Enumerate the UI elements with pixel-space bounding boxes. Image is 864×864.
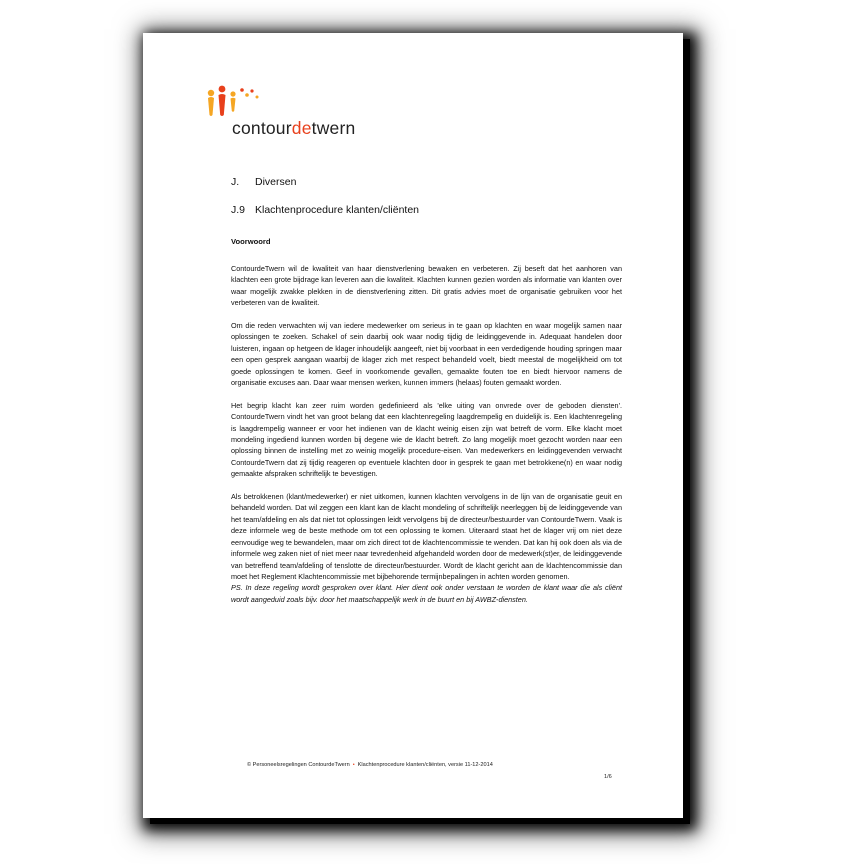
- subsection-title: Klachtenprocedure klanten/cliënten: [255, 204, 420, 216]
- voorwoord-heading: Voorwoord: [231, 237, 271, 246]
- footer-document-title: Klachtenprocedure klanten/cliënten, versie 11-12-2014: [357, 762, 493, 768]
- subsection-heading: [231, 204, 419, 216]
- paragraph: Het begrip klacht kan zeer ruim worden gedefinieerd als 'elke uiting van onvrede over de geboden diensten'. ContourdeTwern vindt het van groot belang dat een klachtenregeling laagdrempelig en duidelijk is. Een klachtenregeling is laagdrempelig wanneer er voor het indienen van de klacht weinig eisen zijn wat betreft de vorm. Elke klacht moet mondeling ingediend kunnen worden bij degene wie de klacht betreft. Zo lang mogelijk moet gezocht worden naar een oplossing binnen de instelling met zo weinig mogelijk procedure-eisen. Van medewerkers en leidinggevenden verwacht ContourdeTwern dat zij tijdig reageren op eventuele klachten door in gesprek te gaan met betrokkene(n) en waar nodig gemaakte afspraken schriftelijk te bevestigen.: [231, 400, 622, 479]
- section-letter: J.: [231, 176, 240, 188]
- subsection-number: J.9: [231, 204, 246, 216]
- section-title: Diversen: [255, 176, 297, 188]
- paragraph: Als betrokkenen (klant/medewerker) er niet uitkomen, kunnen klachten vervolgens in de lijn van de organisatie geuit en behandeld worden. Dat wil zeggen een klant kan de klacht mondeling of schriftelijk neerleggen bij de leidinggevende van het team/afdeling en als dat niet tot oplossingen leidt vervolgens bij de directeur/bestuurder van ContourdeTwern. Vaak is deze informele weg de beste methode om tot een oplossing te komen. Uiteraard staat het de klager vrij om niet deze eenvoudige weg te bewandelen, maar om zich direct tot de klachtencommissie te wenden. Dat kan hij ook doen als via de informele weg zaken niet of niet meer naar tevredenheid afgehandeld worden door de medewerk(st)er, de leidinggevende van betreffend team/afdeling of tenslotte de directeur/bestuurder. Wordt de klacht gericht aan de klachtencommissie dan moet het Reglement Klachtencommissie met bijbehorende termijnbepalingen in achten worden genomen.: [231, 492, 622, 581]
- footer-copyright: © Personeelsregelingen ContourdeTwern: [247, 762, 350, 768]
- paragraph: ContourdeTwern wil de kwaliteit van haar dienstverlening bewaken en verbeteren. Zij beseft dat het aanhoren van klachten een grote bijdrage kan leveren aan die kwaliteit. Klachten kunnen gezien worden als informatie van klanten over waar mogelijk zwakke plekken in de dienstverlening zitten. Dit gratis advies moet de organisatie gebruiken voor het verbeteren van de kwaliteit.: [231, 264, 622, 308]
- page-footer: [247, 762, 627, 768]
- document-page: [143, 33, 683, 818]
- paragraph: Om die reden verwachten wij van iedere medewerker om serieus in te gaan op klachten en waar mogelijk samen naar oplossingen te zoeken. Schakel of sein daarbij ook waar nodig tijdig de leidinggevende in. Adequaat handelen door luisteren, ingaan op hetgeen de klager inhoudelijk aangeeft, niet bij voorbaat in een verdedigende houding springen maar een open gesprek aangaan waarbij de klager zich met respect behandeld voelt, biedt meestal de mogelijkheid om tot goede oplossingen te komen. Geef in voorkomende gevallen, gemaakte fouten toe en biedt hiervoor namens de organisatie excuses aan. Daar waar mensen werken, kunnen immers (helaas) fouten gemaakt worden.: [231, 321, 622, 388]
- page-number: 1/6: [604, 774, 612, 780]
- section-heading: [231, 176, 296, 188]
- logo-wordmark: contourdetwern: [232, 118, 356, 138]
- body-text: [231, 263, 622, 605]
- company-logo: [205, 85, 385, 139]
- footer-separator: •: [352, 762, 355, 768]
- ps-note: PS. In deze regeling wordt gesproken over klant. Hier dient ook onder verstaan te worden de klant waar die als cliënt wordt aangeduid zoals bijv. door het maatschappelijk werk in de buurt en bij AWBZ-diensten.: [231, 583, 622, 604]
